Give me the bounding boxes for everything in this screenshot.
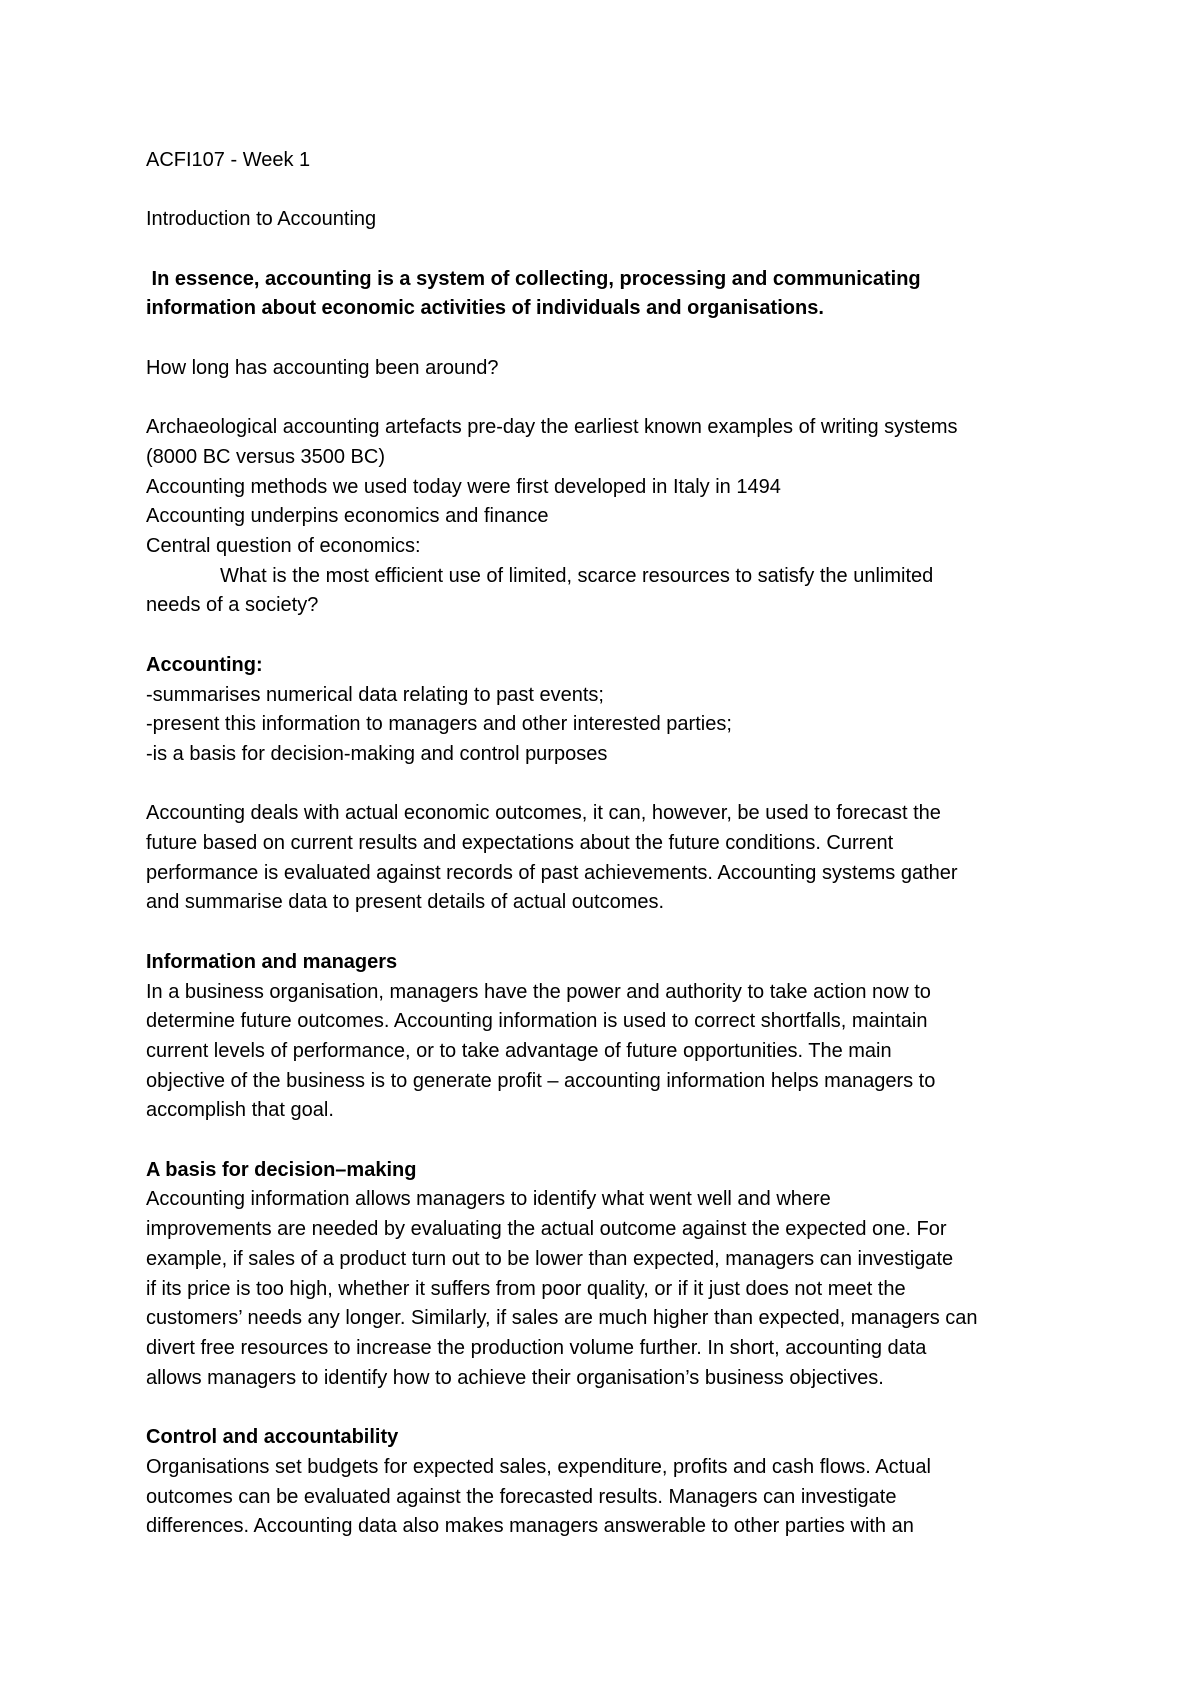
managers-line: In a business organisation, managers have the power and authority to take action now to — [146, 980, 931, 1003]
history-line: (8000 BC versus 3500 BC) — [146, 445, 386, 468]
decision-line: customers’ needs any longer. Similarly, if sales are much higher than expected, managers can — [146, 1307, 978, 1330]
course-heading: ACFI107 - Week 1 — [146, 149, 311, 171]
spacer — [146, 384, 1066, 414]
accounting-bullet: -is a basis for decision-making and control purposes — [146, 742, 608, 765]
definition-line: information about economic activities of individuals and organisations. — [146, 297, 824, 320]
decision-line: improvements are needed by evaluating the actual outcome against the expected one. For — [146, 1218, 947, 1241]
topic-title: Introduction to Accounting — [146, 208, 377, 231]
control-heading: Control and accountability — [146, 1426, 399, 1449]
accounting-heading: Accounting: — [146, 653, 263, 676]
spacer — [146, 1393, 1066, 1423]
history-line: Archaeological accounting artefacts pre-day the earliest known examples of writing systems — [146, 416, 958, 439]
outcomes-line: performance is evaluated against records of past achievements. Accounting systems gather — [146, 861, 958, 884]
decision-heading: A basis for decision–making — [146, 1158, 417, 1181]
economics-question-line: What is the most efficient use of limited, scarce resources to satisfy the unlimited — [220, 564, 934, 587]
spacer — [146, 770, 1066, 800]
decision-line: if its price is too high, whether it suffers from poor quality, or if it just does not meet the — [146, 1277, 906, 1300]
history-line: Central question of economics: — [146, 535, 421, 558]
managers-line: objective of the business is to generate profit – accounting information helps managers to — [146, 1069, 936, 1092]
decision-line: Accounting information allows managers to identify what went well and where — [146, 1188, 831, 1211]
spacer — [146, 176, 1066, 206]
decision-line: allows managers to identify how to achieve their organisation’s business objectives. — [146, 1366, 884, 1389]
outcomes-line: Accounting deals with actual economic outcomes, it can, however, be used to forecast the — [146, 802, 941, 825]
spacer — [146, 235, 1066, 265]
managers-line: determine future outcomes. Accounting information is used to correct shortfalls, maintain — [146, 1010, 928, 1033]
accounting-bullet: -summarises numerical data relating to past events; — [146, 683, 604, 706]
control-line: differences. Accounting data also makes managers answerable to other parties with an — [146, 1515, 914, 1538]
history-question: How long has accounting been around? — [146, 356, 499, 379]
decision-line: divert free resources to increase the production volume further. In short, accounting data — [146, 1337, 927, 1359]
spacer — [146, 918, 1066, 948]
spacer — [146, 324, 1066, 354]
decision-line: example, if sales of a product turn out to be lower than expected, managers can investigate — [146, 1247, 954, 1270]
managers-heading: Information and managers — [146, 950, 398, 973]
control-line: Organisations set budgets for expected sales, expenditure, profits and cash flows. Actual — [146, 1455, 931, 1478]
outcomes-line: future based on current results and expectations about the future conditions. Current — [146, 832, 894, 855]
spacer — [146, 621, 1066, 651]
economics-question-line: needs of a society? — [146, 594, 319, 617]
spacer — [146, 1126, 1066, 1156]
definition-line: In essence, accounting is a system of collecting, processing and communicating — [146, 267, 921, 290]
managers-line: current levels of performance, or to take advantage of future opportunities. The main — [146, 1039, 892, 1062]
outcomes-line: and summarise data to present details of actual outcomes. — [146, 891, 665, 914]
managers-line: accomplish that goal. — [146, 1099, 334, 1122]
history-line: Accounting underpins economics and finance — [146, 505, 549, 528]
accounting-bullet: -present this information to managers and other interested parties; — [146, 713, 732, 736]
history-line: Accounting methods we used today were first developed in Italy in 1494 — [146, 475, 781, 498]
document-body — [146, 146, 1066, 1542]
control-line: outcomes can be evaluated against the forecasted results. Managers can investigate — [146, 1485, 897, 1508]
